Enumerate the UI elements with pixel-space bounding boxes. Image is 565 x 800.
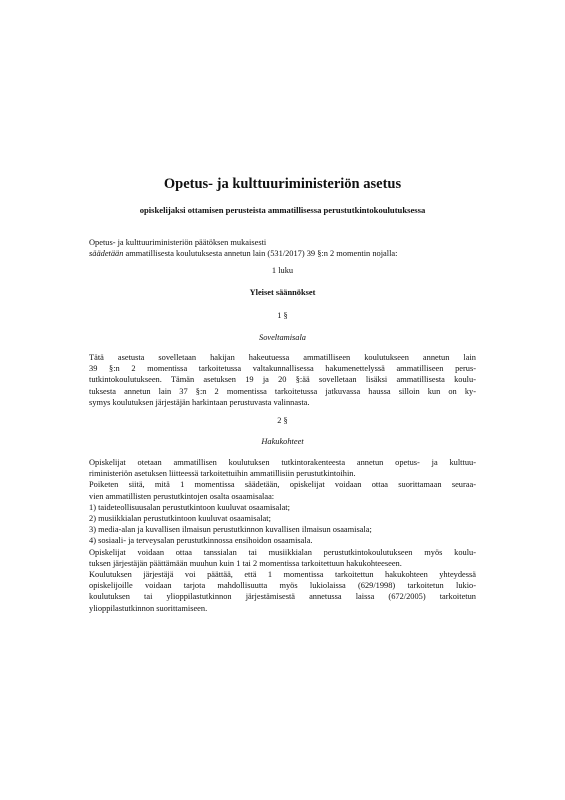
- body-line: symys koulutuksen järjestäjän harkintaan perustuvasta valinnasta.: [89, 397, 310, 407]
- body-line: vien ammatillisten perustutkintojen osalta osaamisalaa:: [89, 491, 275, 501]
- body-line: ylioppilastutkinnon suorittamiseen.: [89, 603, 208, 613]
- body-line: Tätä asetusta sovelletaan hakijan hakeutuessa ammatilliseen koulutukseen annetun lain: [89, 353, 476, 362]
- list-item: 2) musiikkialan perustutkintoon kuuluvat osaamisalat;: [89, 514, 271, 524]
- list-item: 4) sosiaali- ja terveysalan perustutkinnossa ensihoidon osaamisala.: [89, 536, 313, 546]
- body-line: tutkintokoulutukseen. Tämän asetuksen 19 ja 20 §:ää sovelletaan lisäksi ammatillisesta koulu-: [89, 375, 476, 385]
- preamble-rest: ammatillisesta koulutuksesta annetun lain (531/2017) 39 §:n 2 momentin nojalla:: [123, 249, 398, 259]
- chapter-title: Yleiset säännökset: [249, 288, 316, 297]
- body-line: Opiskelijat voidaan ottaa tanssialan tai musiikkialan perustutkintokoulutukseen myös koulu-: [89, 547, 476, 557]
- section-2-number: 2 §: [277, 416, 288, 425]
- list-item: 3) media-alan ja kuvallisen ilmaisun perustutkinnon kuvallisen ilmaisun osaamisala;: [89, 525, 372, 535]
- body-line: koulutuksen tai ylioppilastutkinnon järjestämisestä annetussa laissa (672/2005) tarkoitetun: [89, 592, 476, 602]
- document-title: Opetus- ja kulttuuriministeriön asetus: [163, 176, 402, 192]
- preamble-italic: säädetään: [89, 249, 124, 259]
- preamble-line-2: [89, 248, 476, 259]
- body-line: Koulutuksen järjestäjä voi päättää, että 1 momentissa tarkoitettun hakukohteen yhteydessä: [89, 570, 476, 580]
- body-line: opiskelijoille voidaan tarjota mahdollisuutta myös lukiolaissa (629/1998) tarkoitetun lukio-: [89, 581, 476, 591]
- body-line: tuksen järjestäjän päättämään muuhun kuin 1 tai 2 momentissa tarkoitettuun hakukohteeseen.: [89, 558, 402, 568]
- section-2-title: Hakukohteet: [261, 437, 304, 446]
- list-item: 1) taideteollisuusalan perustutkintoon kuuluvat osaamisalat;: [89, 502, 290, 512]
- section-2-body: [89, 457, 476, 614]
- document-subtitle: opiskelijaksi ottamisen perusteista ammatillisessa perustutkintokoulutuksessa: [139, 205, 426, 215]
- body-line: tuksesta annetun lain 37 §:n 2 momentissa tarkoitetussa jatkuvassa haussa silloin kun on ky-: [89, 386, 476, 396]
- section-1-title: Soveltamisala: [259, 333, 306, 342]
- body-line: Opiskelijat otetaan ammatillisen koulutuksen tutkintorakenteesta annetun opetus- ja kulttuu-: [89, 458, 476, 467]
- chapter-number: 1 luku: [271, 266, 294, 275]
- section-1-body: [89, 352, 476, 408]
- section-1-number: 1 §: [277, 311, 288, 320]
- preamble: [89, 237, 476, 259]
- preamble-line-1: Opetus- ja kulttuuriministeriön päätöksen mukaisesti: [89, 238, 267, 247]
- body-line: riministeriön asetuksen liitteessä tarkoitettuihin ammatillisiin perustutkintoihin.: [89, 469, 356, 479]
- body-line: Poiketen siitä, mitä 1 momentissa säädetään, opiskelijat voidaan ottaa suorittamaan seuraa-: [89, 480, 476, 490]
- body-line: 39 §:n 2 momentissa tarkoitetussa valtakunnallisessa hakumenettelyssä ammatilliseen perus-: [89, 364, 476, 374]
